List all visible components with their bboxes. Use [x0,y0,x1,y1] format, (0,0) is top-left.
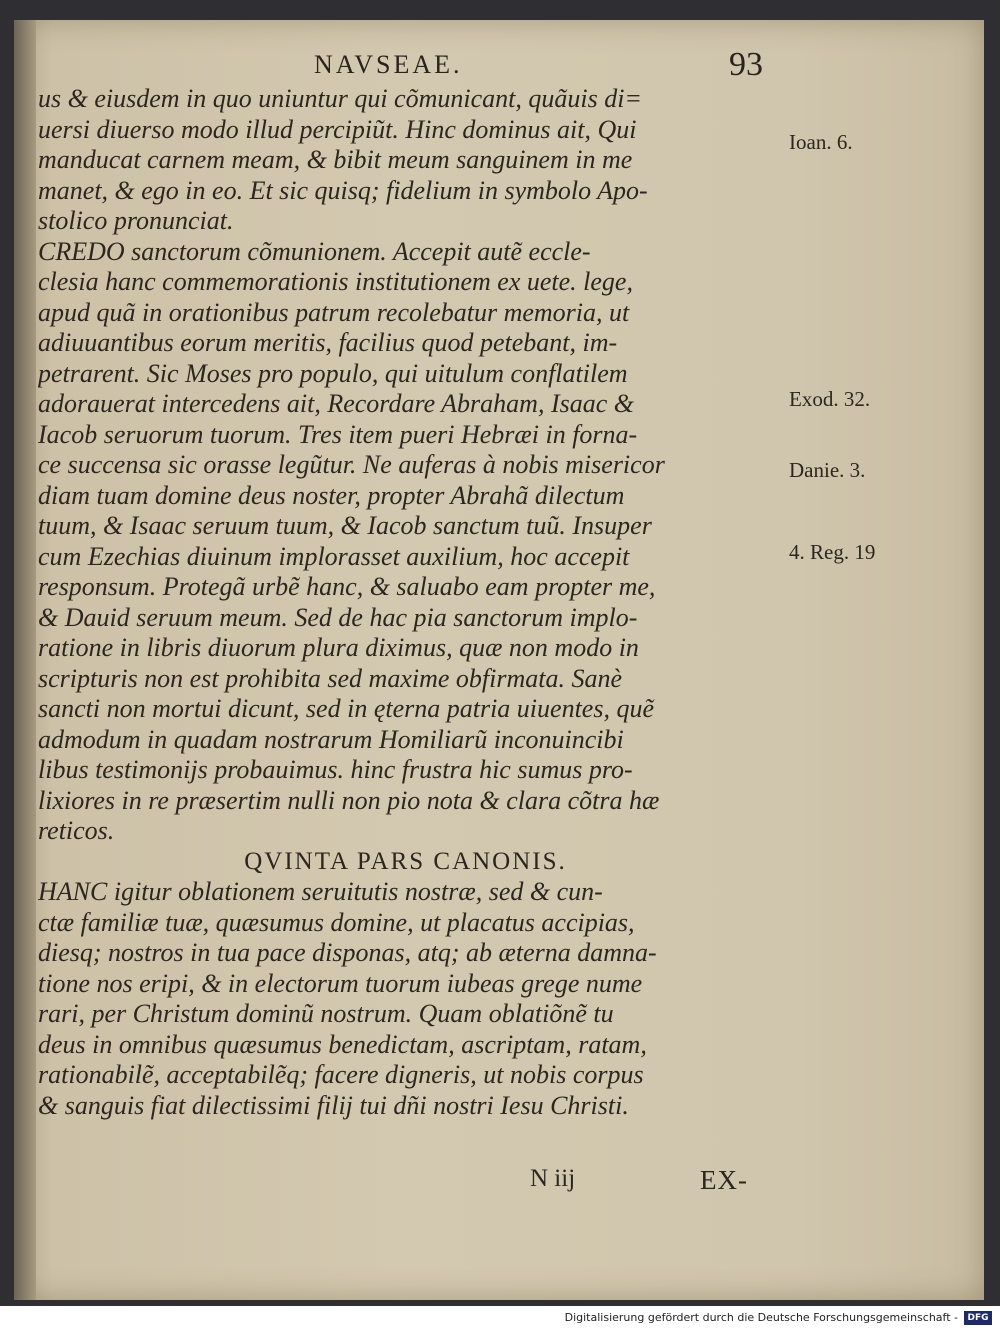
text-line: HANC igitur oblationem seruitutis nostræ, sed & cun- [38,877,603,906]
text-line: responsum. Protegã urbẽ hanc, & saluabo eam propter me, [38,572,656,601]
text-line: diesq; nostros in tua pace disponas, atq; ab æterna damna- [38,938,657,967]
text-line: diam tuam domine deus noster, propter Abrahã dilectum [38,480,625,510]
page-footer [14,1165,984,1205]
text-line: apud quã in orationibus patrum recolebatur memoria, ut [38,297,630,327]
page-number: 93 [729,46,763,83]
margin-note-exod: Exod. 32. [789,387,871,411]
text-line: us & eiusdem in quo uniuntur qui cõmunicant, quãuis di= [38,84,642,113]
text-line: & sanguis fiat dilectissimi filij tui dñi nostri Iesu Christi. [38,1090,629,1120]
text-line: deus in omnibus quæsumus benedictam, ascriptam, ratam, [38,1029,647,1059]
text-line: Iacob seruorum tuorum. Tres item pueri Hebræi in forna- [38,419,638,449]
text-line: admodum in quadam nostrarum Homiliarũ inconuincibi [38,724,624,754]
text-line: & Dauid seruum meum. Sed de hac pia sanctorum implo- [38,602,638,632]
text-line: stolico pronunciat. [38,206,234,235]
text-line: cum Ezechias diuinum implorasset auxilium, hoc accepit [38,541,630,571]
signature-mark: N iij [530,1165,576,1192]
text-line: clesia hanc commemorationis institutionem ex uete. lege, [38,267,633,296]
catchword: EX- [700,1165,748,1195]
text-line: lixiores in re præsertim nulli non pio nota & clara cõtra hæ [38,785,660,815]
margin-note-ioan: Ioan. 6. [789,130,853,154]
text-line: reticos. [38,816,115,845]
text-line: ctæ familiæ tuæ, quæsumus domine, ut placatus accipias, [38,907,635,937]
text-line: scripturis non est prohibita sed maxime obfirmata. Sanè [38,663,623,693]
text-line: ce succensa sic orasse legũtur. Ne auferas à nobis misericor [38,450,665,479]
margin-note-reg: 4. Reg. 19 [789,540,876,564]
text-line: ratione in libris diuorum plura diximus, quæ non modo in [38,633,639,662]
text-line: adorauerat intercedens ait, Recordare Abraham, Isaac & [38,389,634,418]
text-line: rari, per Christum dominũ nostrum. Quam oblatiõnẽ tu [38,999,614,1028]
text-line: manducat carnem meam, & bibit meum sanguinem in me [38,145,633,174]
dfg-logo-icon: DFG [964,1311,992,1325]
credit-bar [0,1306,1000,1331]
body-text [38,84,773,1121]
margin-note-danie: Danie. 3. [789,458,866,482]
text-line: tuum, & Isaac seruum tuum, & Iacob sanctum tuũ. Insuper [38,511,652,540]
text-line: libus testimonijs probauimus. hinc frustra hic sumus pro- [38,755,633,784]
funding-credit: Digitalisierung gefördert durch die Deutsche Forschungsgemeinschaft - [564,1311,958,1324]
text-line: uersi diuerso modo illud percipiũt. Hinc dominus ait, Qui [38,114,637,144]
book-page [14,20,984,1300]
text-line: manet, & ego in eo. Et sic quisq; fidelium in symbolo Apo- [38,175,648,205]
running-head: NAVSEAE. [314,50,463,79]
text-line: petrarent. Sic Moses pro populo, qui uitulum conflatilem [38,358,628,388]
text-line: adiuuantibus eorum meritis, facilius quod petebant, im- [38,328,618,357]
text-line: sancti non mortui dicunt, sed in ęterna patria uiuentes, quẽ [38,694,654,723]
page-gutter [14,20,36,1300]
text-line: tione nos eripi, & in electorum tuorum iubeas grege nume [38,968,643,998]
text-line: CREDO sanctorum cõmunionem. Accepit autẽ eccle- [38,236,591,266]
text-line: rationabilẽ, acceptabilẽq; facere digneris, ut nobis corpus [38,1060,644,1089]
section-heading: QVINTA PARS CANONIS. [244,847,567,875]
